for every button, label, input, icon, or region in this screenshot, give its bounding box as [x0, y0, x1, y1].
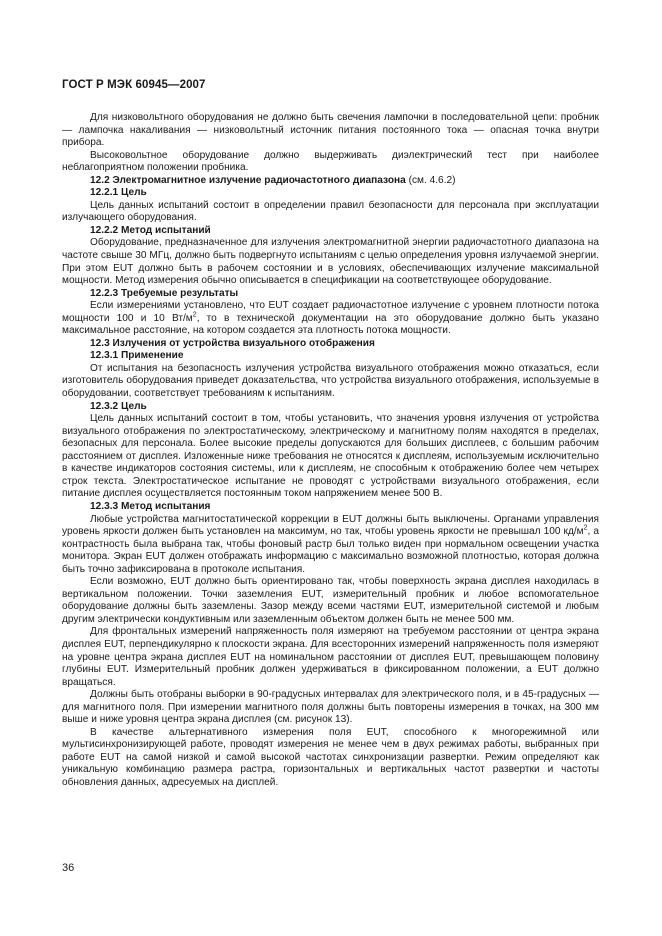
- heading-text: 12.2.3 Требуемые результаты: [90, 287, 239, 299]
- heading-text: 12.2.2 Метод испытаний: [90, 224, 211, 236]
- section-heading: [62, 175, 599, 188]
- paragraph-text: Если измерениями установлено, что EUT создает радиочастотное излучение с уровнем плотности потока мощности 100 и 10 Вт/м: [62, 300, 599, 324]
- paragraph-text: Цель данных испытаний состоит в том, чтобы установить, что значения уровня излучения от устройства визуального отображения по электростатическому, электрическому и магнитному полям находятся в пределах, безопасных для персонала. Более высокие пределы допускаются для больших дисплеев, с большим рабочим расстоянием от дисплея. Изложенные ниже требования не относятся к дисплеям, используемым исключительно в качестве индикаторов состояния системы, или к дисплеям, не способным к отображению более чем четырех строк текста. Электростатическое испытание не проводят с устройствами визуального отображения, если питание дисплея осуществляется постоянным током напряжением менее 500 В.: [62, 413, 599, 500]
- paragraph-text: Любые устройства магнитостатической коррекции в EUT должны быть выключены. Органами управления уровень яркости должен быть установлен на максимум, но так, чтобы уровень яркости не превышал 100 кд/м: [62, 513, 599, 538]
- heading-text: 12.3.2 Цель: [90, 400, 147, 412]
- paragraph-text-continued: , а контрастность была выбрана так, чтобы фоновый растр был только виден при нормальном освещении участка монитора. Экран EUT должен отображать информацию с максимально возможной плотностью, которая должна быть точно зафиксирована в протоколе испытания.: [62, 526, 600, 575]
- paragraph-text: Если возможно, EUT должно быть ориентировано так, чтобы поверхность экрана дисплея находилась в вертикальном положении. Точки заземления EUT, измерительный пробник и любое вспомогательное оборудование должны быть заземлены. Зазор между всеми частями EUT, измерительной системой и любым другим электрически кондуктивным или заземленным объектом должен быть не менее 500 мм.: [62, 576, 599, 625]
- section-heading: [62, 225, 599, 238]
- paragraph-text: Для низковольтного оборудования не должно быть свечения лампочки в последовательной цепи: пробник — лампочка накаливания — низковольтный источник питания постоянного тока — опасная точка внутри прибора.: [62, 112, 599, 149]
- paragraph-text: От испытания на безопасность излучения устройства визуального отображения можно отказаться, если изготовитель оборудования приведет доказательства, что устройства визуального отображения, используемые в оборудовании, соответствует требованиям к испытаниям.: [62, 362, 599, 400]
- paragraph: [62, 112, 599, 150]
- section-heading: [62, 288, 599, 301]
- paragraph: [62, 413, 599, 501]
- heading-text: 12.3.3 Метод испытания: [90, 500, 211, 512]
- paragraph: [62, 727, 599, 790]
- section-heading: [62, 350, 599, 363]
- paragraph-text: В качестве альтернативного измерения поля EUT, способного к многорежимной или мультисинхронизирующей работе, проводят измерения не менее чем в двух режимах работы, выбранных при работе EUT на самой низкой и самой высокой частотах синхронизации развертки. Режим определяют как уникальную комбинацию размера растра, горизонтальных и вертикальных частот развертки и частоты обновления данных, адресуемых на дисплей.: [62, 726, 599, 788]
- paragraph: [62, 200, 599, 225]
- page-number: 36: [62, 862, 75, 874]
- paragraph: [62, 363, 599, 401]
- superscript: 2: [192, 311, 197, 319]
- heading-text: 12.3.1 Применение: [90, 350, 184, 362]
- paragraph-text: Должны быть отобраны выборки в 90-градусных интервалах для электрического поля, и в 45-градусных — для магнитного поля. При измерении магнитного поля должны быть повторены измерения в точках, на 300 мм выше и ниже уровня центра экрана дисплея (см. рисунок 13).: [62, 689, 599, 726]
- paragraph: [62, 576, 599, 626]
- heading-text: 12.2 Электромагнитное излучение радиочастотного диапазона: [90, 174, 406, 186]
- paragraph: [62, 514, 599, 577]
- paragraph-text-continued: , то в технической документации на это оборудование должно быть указано максимальное расстояние, на котором создается эта плотность потока мощности.: [62, 312, 599, 337]
- page-body: [62, 112, 599, 790]
- paragraph: [62, 626, 599, 689]
- paragraph: [62, 689, 599, 727]
- heading-reference: (см. 4.6.2): [405, 174, 456, 186]
- section-heading: [62, 338, 599, 351]
- heading-text: 12.3 Излучения от устройства визуального отображения: [90, 337, 375, 349]
- heading-text: 12.2.1 Цель: [90, 187, 147, 199]
- section-heading: [62, 187, 599, 200]
- paragraph: [62, 237, 599, 287]
- section-heading: [62, 501, 599, 514]
- paragraph-text: Высоковольтное оборудование должно выдерживать диэлектрический тест при наиболее неблагоприятном положении пробника.: [62, 149, 599, 174]
- paragraph-text: Цель данных испытаний состоит в определении правил безопасности для персонала при эксплуатации излучающего оборудования.: [62, 199, 599, 224]
- section-heading: [62, 401, 599, 414]
- paragraph-text: Для фронтальных измерений напряженность поля измеряют на требуемом расстоянии от центра экрана дисплея EUT, перпендикулярно к плоскости экрана. Для всесторонних измерений напряженность поля измеряют на уровне центра экрана дисплея EUT на номинальном расстоянии от дисплея EUT, превышающем половину глубины EUT. Измерительный пробник должен удерживаться в фиксированном положении, а EUT должно вращаться.: [62, 626, 599, 688]
- paragraph: [62, 300, 599, 338]
- document-header: ГОСТ Р МЭК 60945—2007: [62, 79, 206, 91]
- paragraph-text: Оборудование, предназначенное для излучения электромагнитной энергии радиочастотного диапазона на частоте свыше 30 МГц, должно быть подвергнуто испытаниям с целью определения уровня излучаемой энергии. При этом EUT должно быть в рабочем состоянии и в условиях, обеспечивающих излучение максимальной мощности. Метод измерения обычно описывается в спецификации на соответствующее оборудование.: [62, 237, 599, 287]
- superscript: 2: [583, 524, 588, 532]
- paragraph: [62, 150, 599, 175]
